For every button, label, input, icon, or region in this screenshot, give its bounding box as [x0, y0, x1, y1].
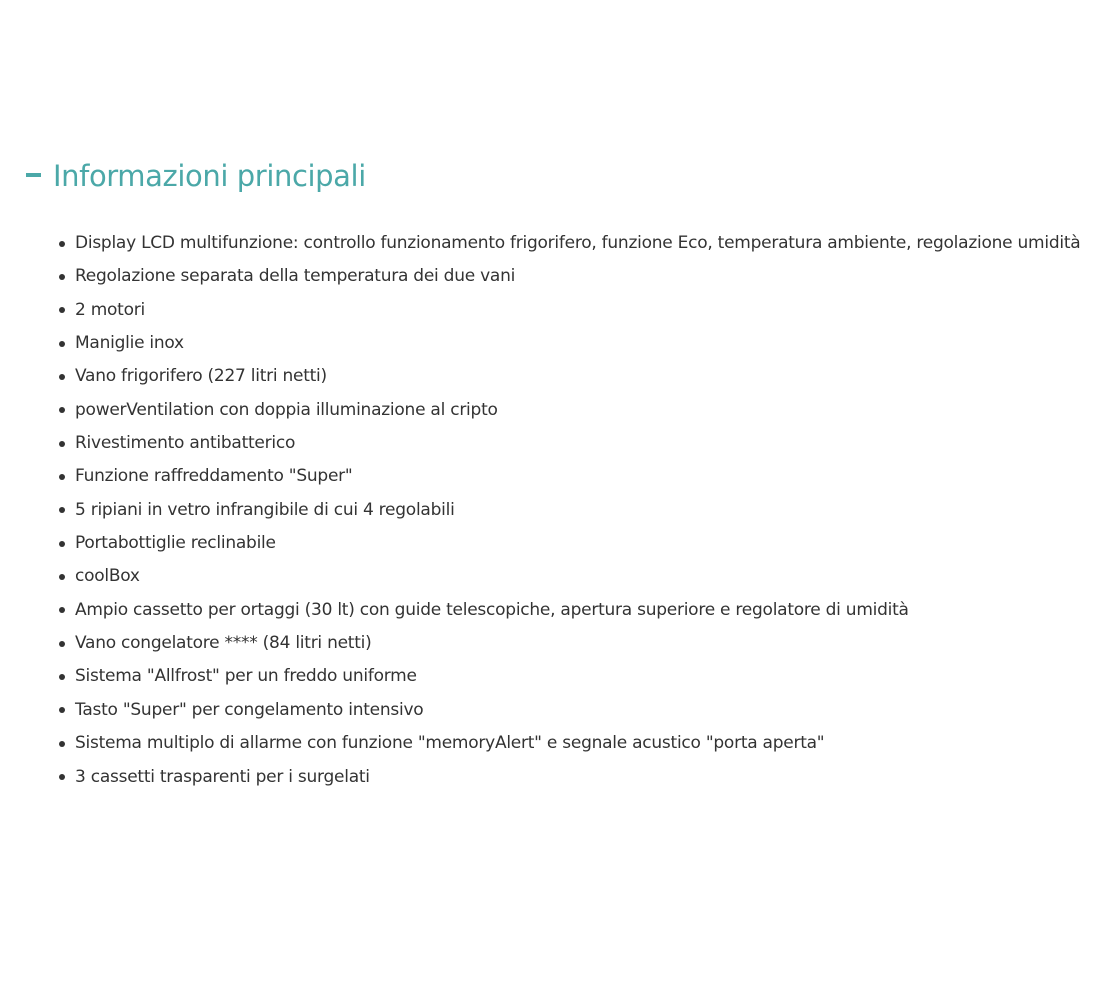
list-item [58, 394, 1088, 427]
list-item-text: Tasto "Super" per congelamento intensivo [75, 699, 424, 720]
list-item-text: 2 motori [75, 299, 145, 320]
bullet-icon [59, 574, 65, 580]
bullet-icon [59, 241, 65, 247]
list-item-text: Maniglie inox [75, 333, 184, 354]
bullet-icon [59, 774, 65, 780]
bullet-icon [59, 274, 65, 280]
list-item [58, 360, 1088, 393]
list-item-text: Vano frigorifero (227 litri netti) [75, 366, 327, 387]
list-item [58, 594, 1088, 627]
list-item-text: Sistema "Allfrost" per un freddo uniforme [75, 666, 417, 687]
bullet-icon [59, 441, 65, 447]
bullet-icon [59, 474, 65, 480]
list-item [58, 260, 1088, 293]
bullet-icon [59, 741, 65, 747]
list-item-text: powerVentilation con doppia illuminazione al cripto [75, 399, 498, 420]
list-item-text: Regolazione separata della temperatura dei due vani [75, 266, 516, 287]
bullet-icon [59, 707, 65, 713]
section-title: Informazioni principali [53, 159, 366, 193]
list-item-text: Funzione raffreddamento "Super" [75, 466, 353, 487]
list-item-text: coolBox [75, 566, 140, 587]
list-item-text: Ampio cassetto per ortaggi (30 lt) con guide telescopiche, apertura superiore e regolatore di umidità [75, 599, 909, 620]
list-item [58, 761, 1088, 794]
bullet-icon [59, 341, 65, 347]
list-item [58, 327, 1088, 360]
list-item [58, 460, 1088, 493]
main-info-section [26, 154, 1086, 787]
list-item-text: Rivestimento antibatterico [75, 433, 296, 454]
feature-list [58, 227, 1088, 794]
list-item [58, 560, 1088, 593]
minus-collapse-icon[interactable] [26, 173, 41, 177]
list-item [58, 294, 1088, 327]
bullet-icon [59, 307, 65, 313]
bullet-icon [59, 541, 65, 547]
list-item-text: 3 cassetti trasparenti per i surgelati [75, 766, 370, 787]
list-item-text: Display LCD multifunzione: controllo funzionamento frigorifero, funzione Eco, temperatura ambiente, regolazione umidità [75, 233, 1081, 253]
section-header-toggle[interactable] [26, 154, 1086, 198]
bullet-icon [59, 607, 65, 613]
list-item [58, 527, 1088, 560]
list-item-text: Portabottiglie reclinabile [75, 533, 276, 554]
bullet-icon [59, 507, 65, 513]
list-item [58, 427, 1088, 460]
list-item [58, 694, 1088, 727]
list-item-text: 5 ripiani in vetro infrangibile di cui 4 regolabili [75, 499, 455, 520]
bullet-icon [59, 641, 65, 647]
list-item-text: Vano congelatore **** (84 litri netti) [75, 633, 372, 654]
list-item-text: Sistema multiplo di allarme con funzione "memoryAlert" e segnale acustico "porta aperta" [75, 733, 825, 754]
list-item [58, 627, 1088, 660]
bullet-icon [59, 674, 65, 680]
list-item [58, 494, 1088, 527]
list-item [58, 727, 1088, 760]
bullet-icon [59, 374, 65, 380]
list-item [58, 660, 1088, 693]
bullet-icon [59, 407, 65, 413]
list-item [58, 227, 1088, 260]
